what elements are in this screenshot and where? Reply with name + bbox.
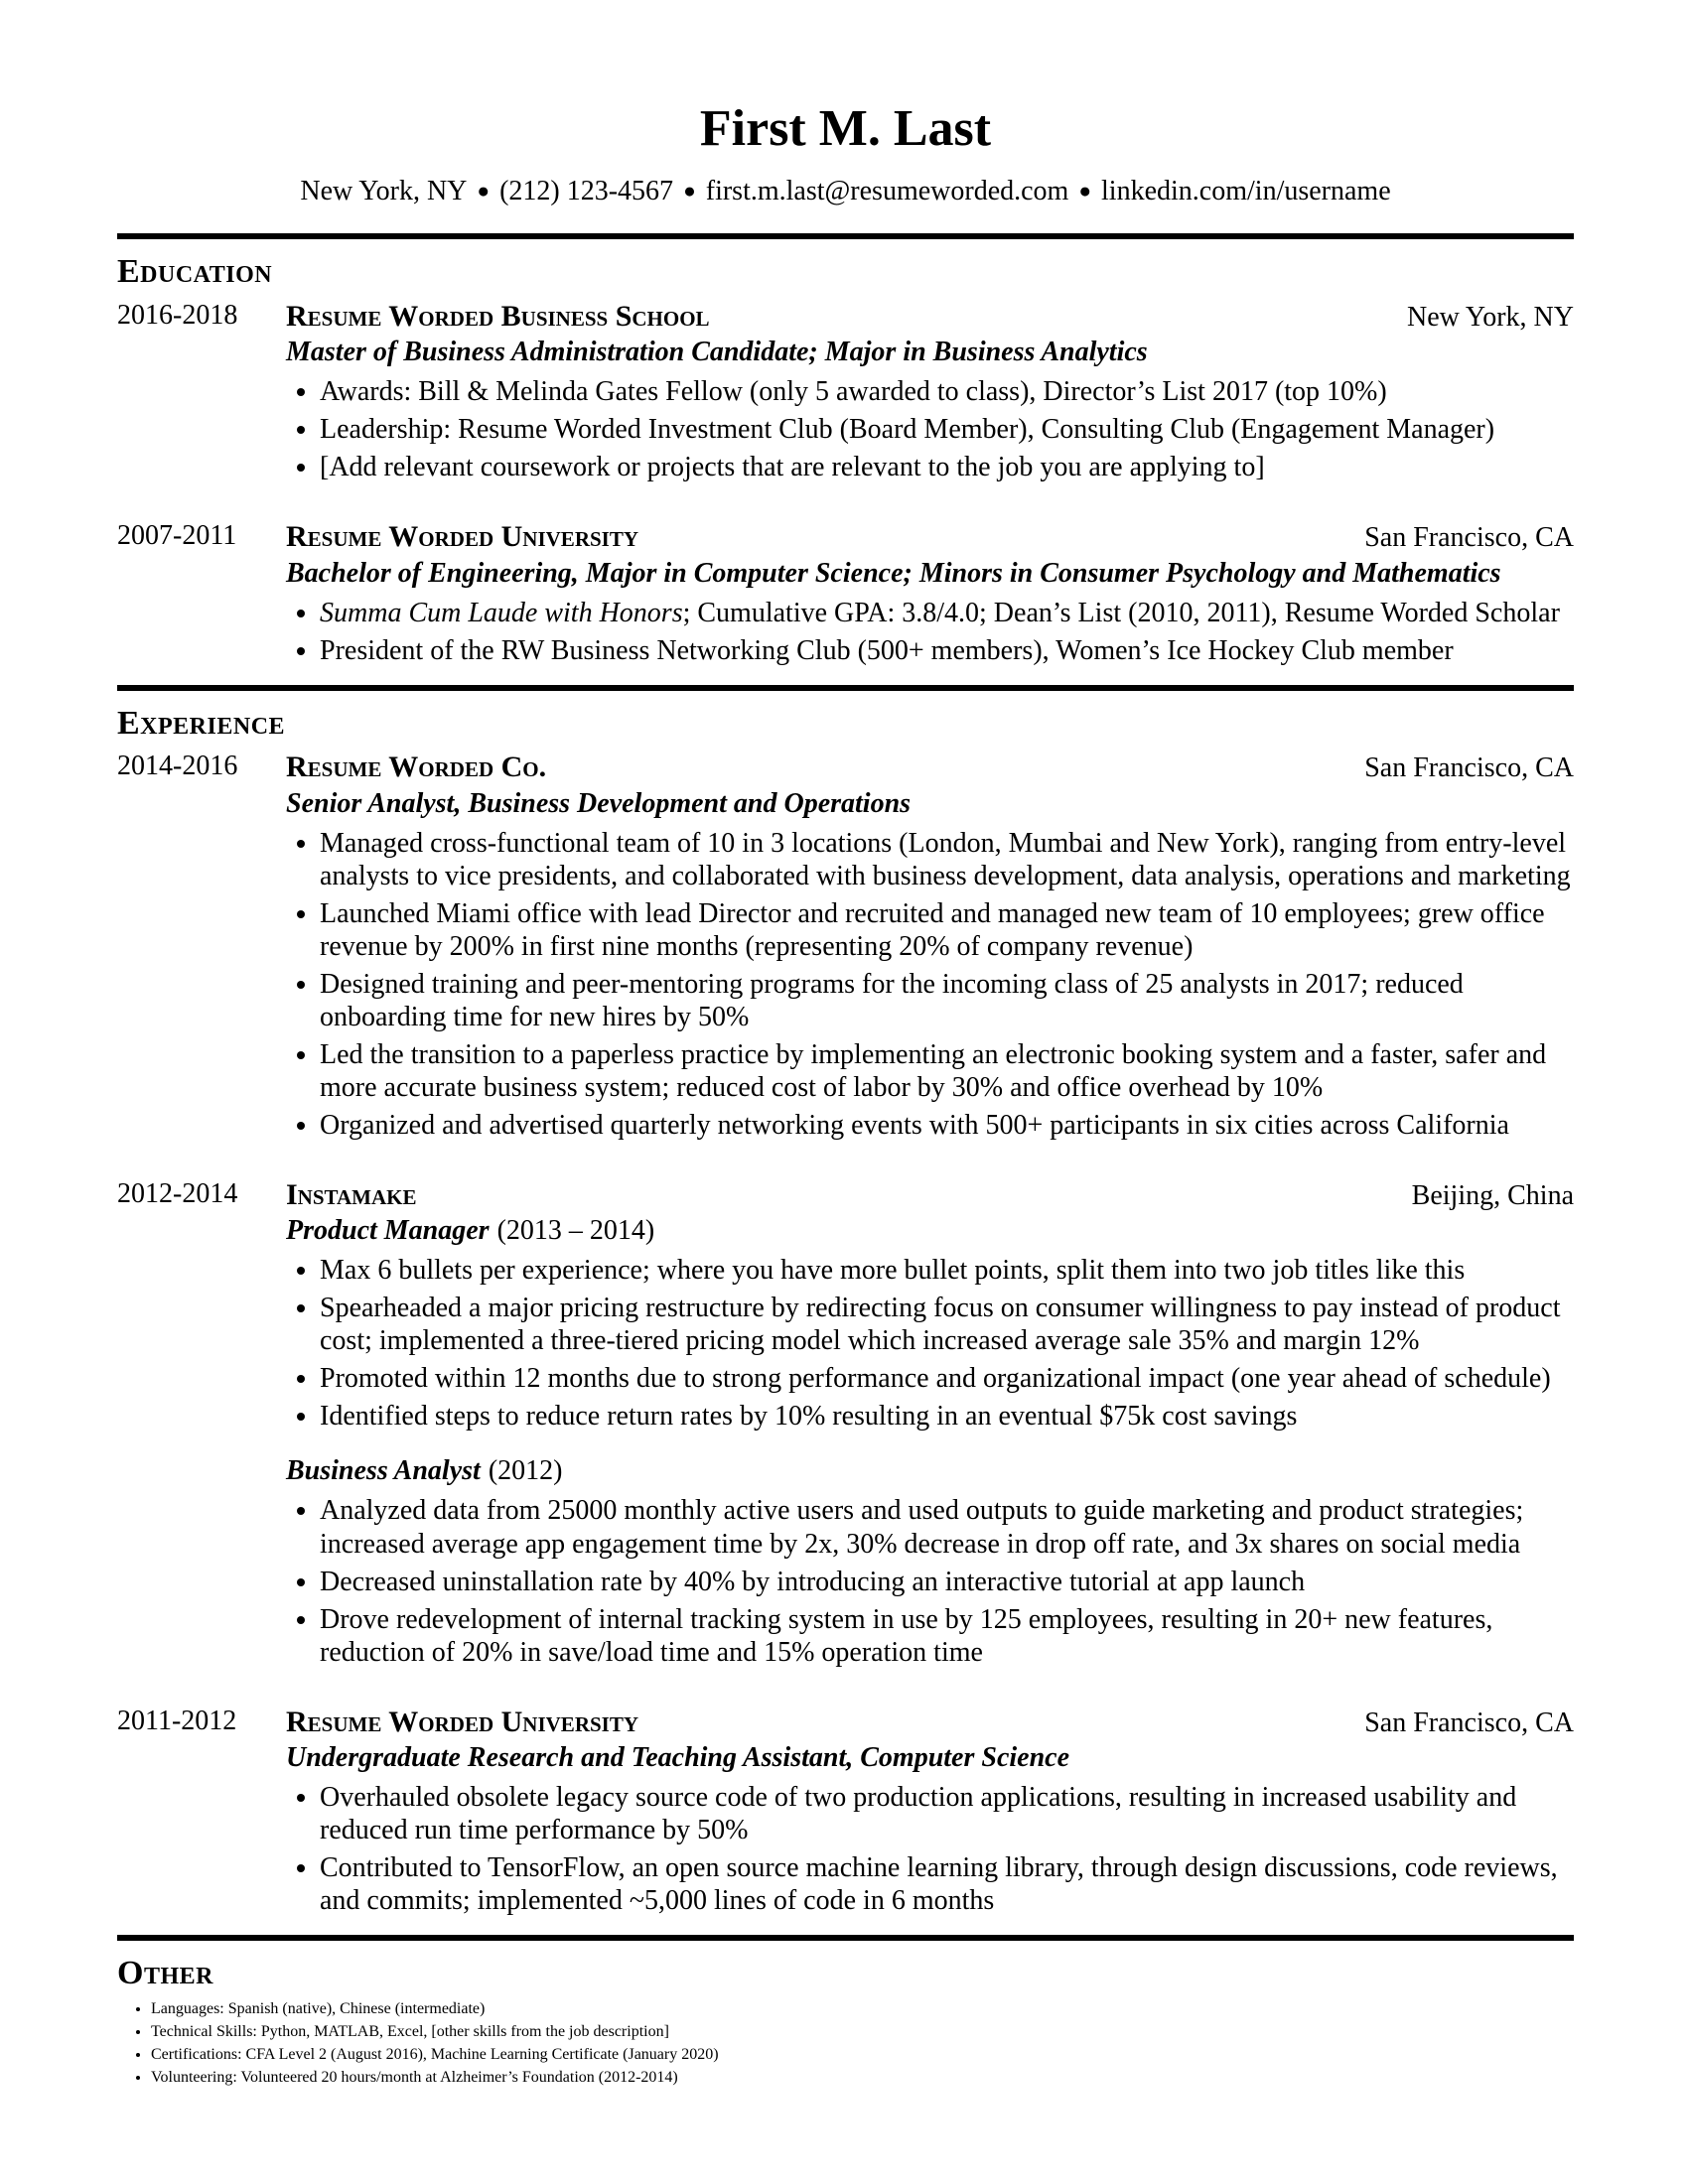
job-title: Business Analyst [286, 1455, 481, 1487]
entry-location: San Francisco, CA [1364, 1706, 1574, 1738]
education-entry [117, 299, 1574, 484]
company-name: Instamake [286, 1177, 417, 1211]
contact-linkedin: linkedin.com/in/username [1101, 175, 1391, 206]
section-divider [117, 685, 1574, 691]
bullet-item: • Launched Miami office with lead Director and recruited and managed new team of 10 employees; grew office revenue by 200% in first nine months (representing 20% of company revenue) [320, 897, 1574, 963]
education-section-title: Education [117, 253, 273, 291]
bullet-item: • Awards: Bill & Melinda Gates Fellow (only 5 awarded to class), Director’s List 2017 (top 10%) [320, 375, 1574, 408]
bullet-item: • Overhauled obsolete legacy source code of two production applications, resulting in increased usability and reduced run time performance by 50% [320, 1781, 1574, 1846]
role-group [286, 1214, 1574, 1433]
school-name: Resume Worded University [286, 520, 639, 554]
bullet-list [117, 2000, 1574, 2087]
section-other [117, 1955, 1574, 2086]
job-title-line [286, 1454, 1574, 1487]
bullet-list [286, 1781, 1574, 1917]
entry-location: San Francisco, CA [1364, 752, 1574, 784]
bullet-item: • Drove redevelopment of internal tracking system in use by 125 employees, resulting in 20+ new features, reduction of 20% in save/load time and 15% operation time [320, 1603, 1574, 1669]
bullet-separator-icon: ● [683, 178, 696, 203]
entry-body [286, 299, 1574, 484]
section-experience [117, 705, 1574, 1917]
bullet-separator-icon: ● [1078, 178, 1092, 203]
job-title: Product Manager [286, 1215, 490, 1247]
bullet-list [286, 827, 1574, 1142]
degree-line: Bachelor of Engineering, Major in Computer Science; Minors in Consumer Psychology and Mathematics [286, 557, 1501, 589]
other-section-title: Other [117, 1955, 213, 1992]
job-title-line [286, 1214, 1574, 1247]
bullet-item: • Technical Skills: Python, MATLAB, Excel, [other skills from the job description] [151, 2023, 1574, 2041]
entry-header-row [286, 750, 1574, 784]
bullet-item [320, 597, 1574, 629]
entry-header-row [286, 299, 1574, 334]
page-title: First M. Last [699, 100, 992, 157]
bullet-separator-icon: ● [477, 178, 491, 203]
education-entry [117, 519, 1574, 666]
entry-dates: 2012-2014 [117, 1177, 238, 1209]
bullet-item: • Managed cross-functional team of 10 in 3 locations (London, Mumbai and New York), ranging from entry-level analysts to vice presidents, and collaborated with business development, data analysis, operations and marketing [320, 827, 1574, 892]
entry-dates: 2011-2012 [117, 1705, 237, 1736]
bullet-item: • Contributed to TensorFlow, an open source machine learning library, through design discussions, code reviews, and commits; implemented ~5,000 lines of code in 6 months [320, 1851, 1574, 1917]
entry-body [286, 1177, 1574, 1669]
entry-location: Beijing, China [1411, 1179, 1574, 1211]
entry-header-row [286, 1705, 1574, 1739]
entry-header-row [286, 1177, 1574, 1212]
entry-location: New York, NY [1406, 301, 1574, 333]
bullet-item: • Volunteering: Volunteered 20 hours/month at Alzheimer’s Foundation (2012-2014) [151, 2069, 1574, 2087]
role-group [286, 1454, 1574, 1668]
bullet-item: • Certifications: CFA Level 2 (August 2016), Machine Learning Certificate (January 2020) [151, 2046, 1574, 2064]
bullet-item: • Decreased uninstallation rate by 40% by introducing an interactive tutorial at app launch [320, 1566, 1574, 1598]
honors-italic: Summa Cum Laude with Honors [320, 597, 683, 628]
bullet-item: • Identified steps to reduce return rates by 10% resulting in an eventual $75k cost savings [320, 1400, 1574, 1433]
contact-email: first.m.last@resumeworded.com [705, 175, 1069, 206]
bullet-item: • Analyzed data from 25000 monthly active users and used outputs to guide marketing and product strategies; increased average app engagement time by 2x, 30% decrease in drop off rate, and 3x shares on social media [320, 1494, 1574, 1560]
entry-dates: 2007-2011 [117, 520, 237, 552]
degree-line: Master of Business Administration Candidate; Major in Business Analytics [286, 337, 1148, 368]
bullet-item: • Languages: Spanish (native), Chinese (intermediate) [151, 2000, 1574, 2018]
entry-location: San Francisco, CA [1364, 522, 1574, 554]
entry-body [286, 750, 1574, 1142]
contact-location: New York, NY [300, 175, 468, 206]
section-divider [117, 1935, 1574, 1941]
bullet-item: • Led the transition to a paperless practice by implementing an electronic booking system and a faster, safer and more accurate business system; reduced cost of labor by 30% and office overhead by 10% [320, 1038, 1574, 1104]
bullet-item: • Leadership: Resume Worded Investment Club (Board Member), Consulting Club (Engagement Manager) [320, 413, 1574, 446]
contact-phone: (212) 123-4567 [499, 175, 674, 206]
bullet-item: • Designed training and peer-mentoring programs for the incoming class of 25 analysts in 2017; reduced onboarding time for new hires by 50% [320, 968, 1574, 1033]
job-title: Senior Analyst, Business Development and Operations [286, 787, 912, 819]
bullet-item: • Organized and advertised quarterly networking events with 500+ participants in six cities across California [320, 1109, 1574, 1142]
experience-entry [117, 1705, 1574, 1918]
job-period: (2012) [488, 1455, 563, 1487]
bullet-list [286, 1254, 1574, 1433]
bullet-item: • Promoted within 12 months due to strong performance and organizational impact (one year ahead of schedule) [320, 1362, 1574, 1395]
contact-line [117, 175, 1574, 208]
bullet-item: • Spearheaded a major pricing restructure by redirecting focus on consumer willingness to pay instead of product cost; implemented a three-tiered pricing model which increased average sale 35% and margin 12% [320, 1292, 1574, 1357]
company-name: Resume Worded Co. [286, 751, 547, 784]
bullet-item: • [Add relevant coursework or projects that are relevant to the job you are applying to] [320, 451, 1574, 483]
bullet-item: • President of the RW Business Networking Club (500+ members), Women’s Ice Hockey Club member [320, 634, 1574, 667]
bullet-list [286, 375, 1574, 483]
experience-section-title: Experience [117, 704, 286, 742]
entry-header-row [286, 519, 1574, 554]
entry-body [286, 519, 1574, 666]
entry-dates: 2014-2016 [117, 751, 238, 782]
section-education [117, 253, 1574, 666]
header-divider [117, 233, 1574, 239]
job-period: (2013 – 2014) [496, 1215, 655, 1247]
entry-dates: 2016-2018 [117, 299, 238, 331]
bullet-list [286, 1494, 1574, 1668]
company-name: Resume Worded University [286, 1705, 639, 1738]
bullet-item: • Max 6 bullets per experience; where you have more bullet points, split them into two job titles like this [320, 1254, 1574, 1287]
bullet-list [286, 597, 1574, 667]
job-title: Undergraduate Research and Teaching Assistant, Computer Science [286, 1742, 1070, 1774]
school-name: Resume Worded Business School [286, 299, 710, 333]
experience-entry [117, 750, 1574, 1142]
experience-entry [117, 1177, 1574, 1669]
entry-body [286, 1705, 1574, 1918]
honors-rest: ; Cumulative GPA: 3.8/4.0; Dean’s List (2010, 2011), Resume Worded Scholar [682, 597, 1560, 628]
